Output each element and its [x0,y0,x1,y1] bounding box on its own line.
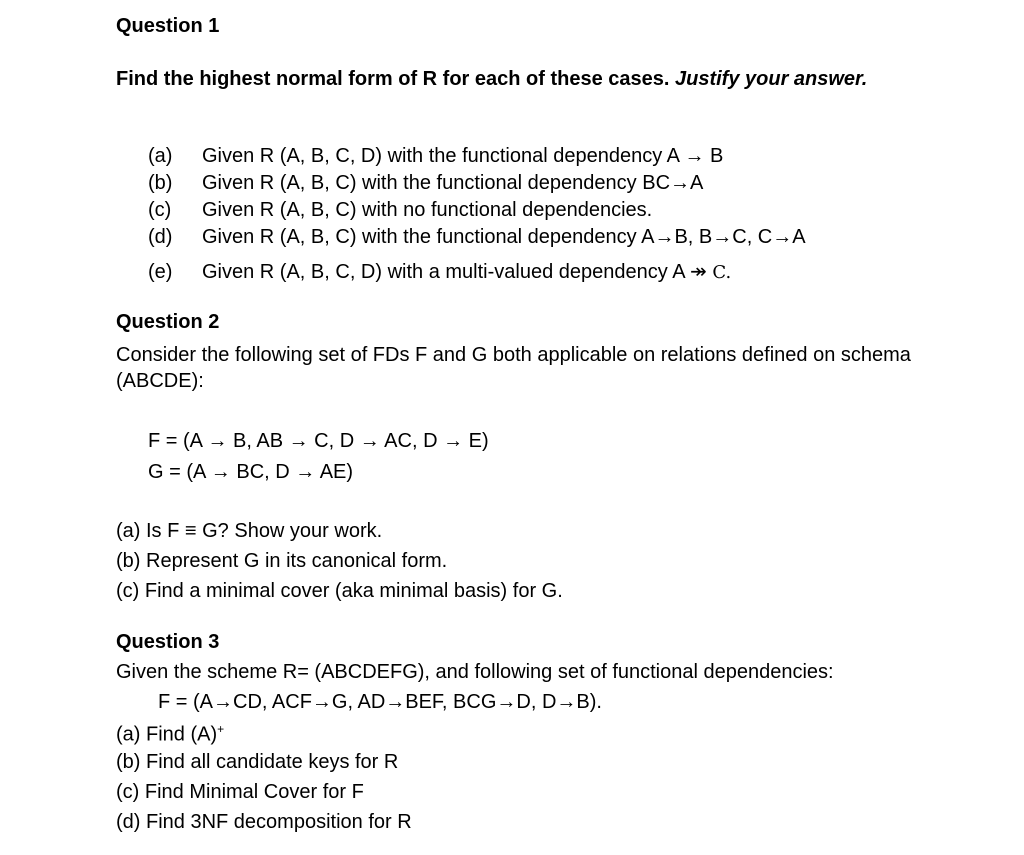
q2-set-g: G = (A → BC, D → AE) [148,461,354,483]
q1-item [148,259,731,284]
q3-part: (b) Find all candidate keys for R [116,751,399,773]
q3-set: F = (A→CD, ACF→G, AD→BEF, BCG→D, D→B). [158,691,602,713]
q2-intro: Consider the following set of FDs F and G both applicable on relations defined on schema (ABCDE): [116,344,911,392]
q1-item-text: Given R (A, B, C, D) with the functional dependency A → B [202,145,724,167]
q3-part: (c) Find Minimal Cover for F [116,781,364,803]
q2-title: Question 2 [116,311,220,333]
q1-item-label: (c) [148,199,172,221]
q1-item-label: (b) [148,172,173,194]
q1-item [148,226,806,249]
q1-item [148,145,723,168]
q2-set-f: F = (A → B, AB → C, D → AC, D → E) [148,430,489,452]
q1-item [148,172,703,195]
q3-part-text: (a) Find (A) [116,723,218,746]
q3-intro: Given the scheme R= (ABCDEFG), and following set of functional dependencies: [116,661,834,683]
q1-item-text: Given R (A, B, C) with no functional dependencies. [202,199,653,221]
q1-item-text: Given R (A, B, C, D) with a multi-valued dependency A [202,261,685,283]
q3-title: Question 3 [116,631,220,653]
q1-item-label: (d) [148,226,173,248]
q1-item-label: (e) [148,261,173,283]
q1-item-text: Given R (A, B, C) with the functional dependency A→B, B→C, C→A [202,226,806,248]
q2-part: (b) Represent G in its canonical form. [116,550,448,572]
q3-part [116,722,224,747]
q3-part: (d) Find 3NF decomposition for R [116,811,412,833]
q1-instruction-plain: Find the highest normal form of R for each of these cases. [116,68,670,90]
q1-item-text: Given R (A, B, C) with the functional dependency BC→A [202,172,704,194]
closure-sup: + [217,722,225,736]
q1-item-label: (a) [148,145,173,167]
mvd-tail: C. [712,262,732,283]
q1-instruction [116,66,896,92]
q2-part: (a) Is F ≡ G? Show your work. [116,520,383,542]
q1-title: Question 1 [116,15,220,37]
q1-item [148,199,652,222]
q1-instruction-emph: Justify your answer. [675,68,868,90]
q2-part: (c) Find a minimal cover (aka minimal basis) for G. [116,580,563,602]
mvd-arrow-icon: ↠ [690,261,707,283]
